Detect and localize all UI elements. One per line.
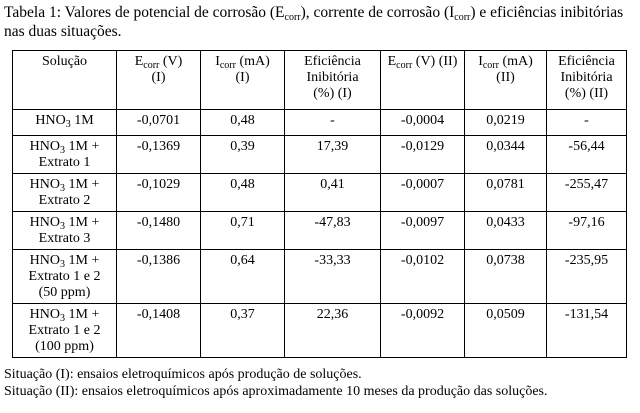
cell-eficiencia-i: 22,36	[285, 304, 381, 358]
table-header-row	[13, 51, 627, 110]
header-ecorr-ii: $E_{corr}$ (V) (II)	[381, 51, 465, 110]
header-icorr-i: $I_{corr}$ (mA) (I)	[201, 51, 285, 110]
cell-eficiencia-ii: -97,16	[547, 212, 627, 250]
cell-ecorr-ii: -0,0129	[381, 136, 465, 174]
cell-ecorr-i: -0,1408	[117, 304, 201, 358]
header-eficiencia-ii: Eficiência Inibitória (%) (II)	[547, 51, 627, 110]
cell-icorr-ii: 0,0219	[465, 110, 547, 136]
cell-icorr-i: 0,37	[201, 304, 285, 358]
table-row	[13, 110, 627, 136]
cell-ecorr-ii: -0,0092	[381, 304, 465, 358]
cell-icorr-i: 0,48	[201, 110, 285, 136]
table-row	[13, 304, 627, 358]
table-caption: Tabela 1: Valores de potencial de corrosão $(E_{corr})$, corrente de corrosão $(I_{corr})$ e eficiências inibitórias nas duas situações.	[4, 4, 624, 40]
cell-solucao: $HNO_3$ 1M + Extrato 1 e 2 (50 ppm)	[13, 250, 117, 304]
cell-solucao: $HNO_3$ 1M + Extrato 2	[13, 174, 117, 212]
cell-icorr-ii: 0,0781	[465, 174, 547, 212]
cell-eficiencia-i: 0,41	[285, 174, 381, 212]
cell-eficiencia-ii: -56,44	[547, 136, 627, 174]
cell-icorr-ii: 0,0509	[465, 304, 547, 358]
cell-eficiencia-ii: -131,54	[547, 304, 627, 358]
cell-ecorr-ii: -0,0097	[381, 212, 465, 250]
cell-eficiencia-ii: -255,47	[547, 174, 627, 212]
corrosion-table	[12, 50, 627, 358]
cell-ecorr-i: -0,1029	[117, 174, 201, 212]
cell-ecorr-i: -0,1386	[117, 250, 201, 304]
table-row	[13, 212, 627, 250]
cell-ecorr-ii: -0,0102	[381, 250, 465, 304]
cell-icorr-i: 0,39	[201, 136, 285, 174]
cell-ecorr-i: -0,1369	[117, 136, 201, 174]
header-ecorr-i: $E_{corr}$ (V) (I)	[117, 51, 201, 110]
table-row	[13, 174, 627, 212]
table-notes	[4, 366, 636, 400]
cell-icorr-ii: 0,0738	[465, 250, 547, 304]
cell-eficiencia-ii: -	[547, 110, 627, 136]
cell-ecorr-i: -0,0701	[117, 110, 201, 136]
header-icorr-ii: $I_{corr}$ (mA) (II)	[465, 51, 547, 110]
cell-ecorr-ii: -0,0004	[381, 110, 465, 136]
cell-eficiencia-i: 17,39	[285, 136, 381, 174]
cell-icorr-i: 0,64	[201, 250, 285, 304]
note-situacao-i: Situação (I): ensaios eletroquímicos após produção de soluções.	[4, 367, 362, 382]
cell-eficiencia-i: -	[285, 110, 381, 136]
cell-solucao: $HNO_3$ 1M + Extrato 3	[13, 212, 117, 250]
cell-eficiencia-i: -47,83	[285, 212, 381, 250]
cell-icorr-ii: 0,0344	[465, 136, 547, 174]
cell-icorr-i: 0,71	[201, 212, 285, 250]
note-situacao-ii: Situação (II): ensaios eletroquímicos após aproximadamente 10 meses da produção das soluções.	[4, 384, 548, 399]
cell-eficiencia-ii: -235,95	[547, 250, 627, 304]
cell-icorr-ii: 0,0433	[465, 212, 547, 250]
table-row	[13, 136, 627, 174]
header-eficiencia-i: Eficiência Inibitória (%) (I)	[285, 51, 381, 110]
cell-ecorr-i: -0,1480	[117, 212, 201, 250]
cell-solucao: $HNO_3$ 1M + Extrato 1	[13, 136, 117, 174]
table-row	[13, 250, 627, 304]
cell-solucao: $HNO_3$ 1M + Extrato 1 e 2 (100 ppm)	[13, 304, 117, 358]
cell-ecorr-ii: -0,0007	[381, 174, 465, 212]
cell-icorr-i: 0,48	[201, 174, 285, 212]
cell-eficiencia-i: -33,33	[285, 250, 381, 304]
cell-solucao: $HNO_3$ 1M	[13, 110, 117, 136]
header-solucao: Solução	[13, 51, 117, 110]
